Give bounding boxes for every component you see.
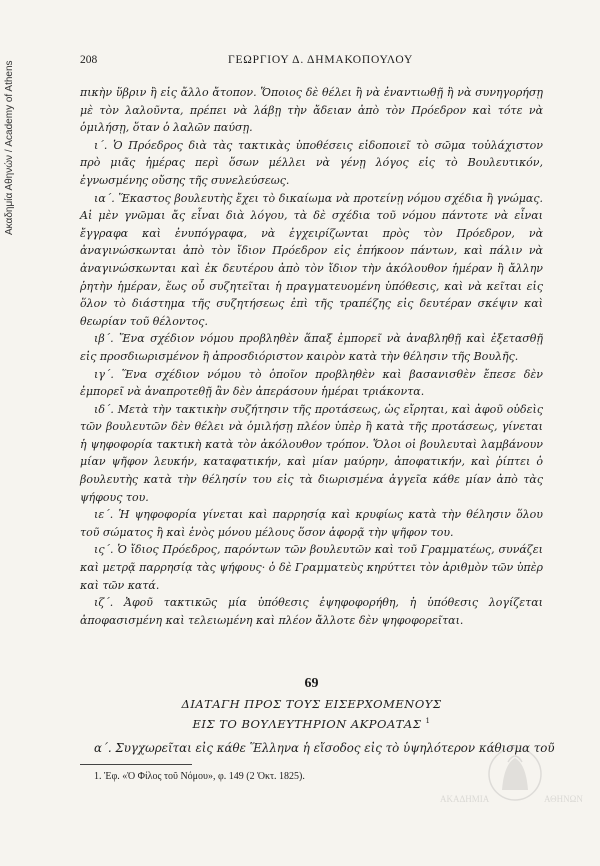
watermark-right-word: ΑΘΗΝΩΝ: [544, 794, 583, 804]
running-head: ΓΕΩΡΓΙΟΥ Δ. ΔΗΜΑΚΟΠΟΥΛΟΥ: [228, 54, 414, 66]
paragraph: πικὴν ὕβριν ἢ εἰς ἄλλο ἄτοπον. Ὅποιος δὲ θέλει ἢ νὰ ἐναντιωθῇ ἢ νὰ συνηγορήσῃ μὲ τὸν λαλοῦντα, πρέπει νὰ λάβῃ τὴν ἄδειαν ἀπὸ τὸν Πρόεδρον καὶ τότε νὰ ὁμιλήσῃ, ὅταν ὁ λαλῶν παύσῃ.: [80, 86, 543, 135]
section-number: 69: [304, 676, 319, 691]
section-title: [80, 696, 543, 733]
page-header: [80, 54, 540, 70]
body-text: [80, 84, 543, 629]
paragraph: ιγ΄. Ἕνα σχέδιον νόμου τὸ ὁποῖον προβληθὲν καὶ βασανισθὲν ἔπεσε δὲν ἐμπορεῖ νὰ ἀναπροτεθῇ ἂν δὲν ἀπεράσουν ἡμέραι τριάκοντα.: [80, 367, 543, 399]
section-title-line-2: ΕΙΣ ΤΟ ΒΟΥΛΕΥΤΗΡΙΟΝ ΑΚΡΟΑΤΑΣ $^1$: [192, 716, 431, 731]
article-alpha: α΄. Συγχωρεῖται εἰς κάθε Ἕλληνα ἡ εἴσοδος εἰς τὸ ὑψηλότερον κάθισμα τοῦ: [94, 741, 555, 755]
footnote-divider: [80, 764, 192, 765]
paragraph: ιζ΄. Ἀφοῦ τακτικῶς μία ὑπόθεσις ἐψηφοφορήθη, ἡ ὑπόθεσις λογίζεται ἀποφασισμένη καὶ τελειωμένη καὶ πλέον ἄλλοτε δὲν ψηφοφορεῖται.: [80, 596, 543, 627]
page-number: 208: [80, 54, 98, 66]
archive-side-label: Ακαδημία Αθηνών / Academy of Athens: [4, 60, 15, 236]
paragraph: ι΄. Ὁ Πρόεδρος διὰ τὰς τακτικὰς ὑποθέσεις εἰδοποιεῖ τὸ σῶμα τοὐλάχιστον πρὸ μιᾶς ἡμέρας περὶ ὅσων μέλλει νὰ γένῃ λόγος εἰς τὸ Βουλευτικόν, ἐγνωσμένης οὔσης τῆς συνελεύσεως.: [80, 138, 543, 187]
section-title-line-1: ΔΙΑΤΑΓΗ ΠΡΟΣ ΤΟΥΣ ΕΙΣΕΡΧΟΜΕΝΟΥΣ: [181, 697, 442, 711]
paragraph: ιδ΄. Μετὰ τὴν τακτικὴν συζήτησιν τῆς προτάσεως, ὡς εἴρηται, καὶ ἀφοῦ οὐδεὶς τῶν βουλευτῶν δὲν θέλει νὰ ὁμιλήσῃ πλέον ὑπὲρ ἢ κατὰ τῆς προτάσεως, γίνεται ἡ ψηφοφορία τακτικὴ κατὰ τὸν ἀκόλουθον τρόπον. Ὅλοι οἱ βουλευταὶ λαμβάνουν μίαν ψῆφον λευκήν, καταφατικήν, καὶ μίαν μαύρην, ἀποφατικήν, καὶ ῥίπτει ὁ βουλευτὴς κατὰ τὴν θέλησίν του εἰς τὰ διωρισμένα ἀγγεῖα κάθε μίαν ἀπὸ τὰς ψήφους του.: [80, 402, 543, 504]
watermark-left-word: ΑΚΑΔΗΜΙΑ: [440, 794, 490, 804]
footnote-marker: 1: [425, 717, 431, 725]
paragraph: ια΄. Ἕκαστος βουλευτὴς ἔχει τὸ δικαίωμα νὰ προτείνῃ νόμου σχέδια ἢ γνώμας. Αἱ μὲν γνῶμαι ἄς εἶναι διὰ λόγου, τὰ δὲ σχέδια τοῦ νόμου πάντοτε νὰ εἶναι ἔγγραφα καὶ ἐνυπόγραφα, νὰ ἐγχειρίζωνται πρὸς τὸν Πρόεδρον, νὰ ἀναγινώσκωνται ἀπὸ τὸν ἴδιον Πρόεδρον εἰς ἐπήκοον πάντων, καὶ πάλιν νὰ ἀναγινώσκωνται καὶ ἐκ δευτέρου ἀπὸ τὸν ἴδιον τὴν ἀκόλουθον ἡμέραν ἢ ἄλλην ῥητὴν ἡμέραν, ἕως οὗ συζητεῖται ἡ πραγματευομένη ὑπόθεσις, καὶ νὰ κεῖται εἰς ὅλον τὸ διάστημα τῆς συζητήσεως ἐπὶ τῆς τραπέζης εἰς δευτέραν σκέψιν καὶ θεωρίαν τοῦ θέλοντος.: [80, 191, 543, 328]
academy-watermark: [440, 742, 590, 812]
paragraph: ιε΄. Ἡ ψηφοφορία γίνεται καὶ παρρησίᾳ καὶ κρυφίως κατὰ τὴν θέλησιν ὅλου τοῦ σώματος ἢ καὶ ἑνὸς μόνου μέλους ὅσον ἀφορᾷ τὴν ψῆφον του.: [80, 508, 543, 539]
footnote: 1. Ἐφ. «Ὁ Φίλος τοῦ Νόμου», φ. 149 (2 Ὀκτ. 1825).: [94, 771, 305, 782]
paragraph: ιβ΄. Ἕνα σχέδιον νόμου προβληθὲν ἅπαξ ἐμπορεῖ νὰ ἀναβληθῇ καὶ ἐξετασθῇ εἰς προσδιωρισμένον ἢ ἀπροσδιόριστον καιρὸν κατὰ τὴν θέλησιν τῆς Βουλῆς.: [80, 332, 543, 363]
paragraph: ις΄. Ὁ ἴδιος Πρόεδρος, παρόντων τῶν βουλευτῶν καὶ τοῦ Γραμματέως, συνάζει καὶ μετρᾷ παρρησίᾳ τὰς ψήφους· ὁ δὲ Γραμματεὺς κηρύττει τὸν ἀριθμὸν τῶν ὑπὲρ καὶ τῶν κατά.: [80, 543, 543, 592]
